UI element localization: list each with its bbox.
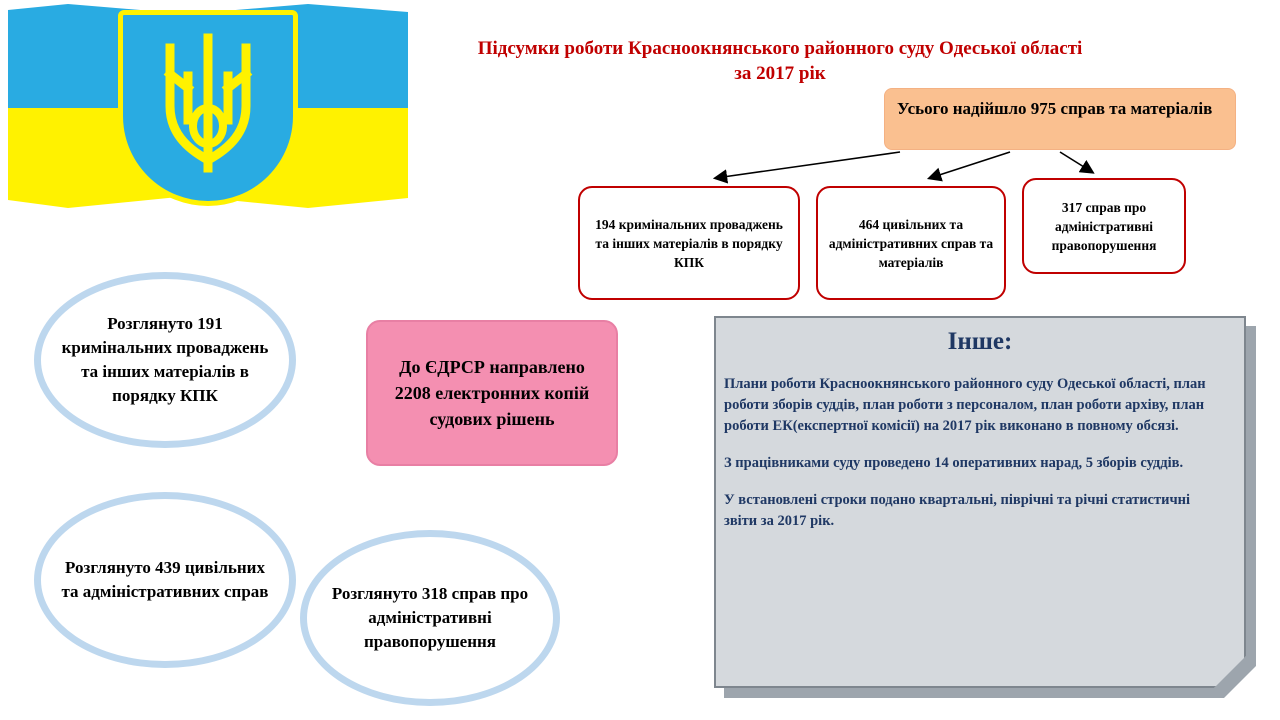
other-panel-body bbox=[724, 374, 1224, 548]
other-panel-paragraph-3: У встановлені строки подано квартальні, піврічні та річні статистичні звіти за 2017 рік. bbox=[724, 492, 1191, 529]
result-ellipse-administrative: Розглянуто 318 справ про адміністративні правопорушення bbox=[300, 530, 560, 706]
other-panel-paragraph-1: Плани роботи Красноокнянського районного суду Одеської області, план роботи зборів суддів, план роботи з персоналом, план роботи архіву, план роботи ЕК(експертної комісії) на 2017 рік виконано в повному обсязі. bbox=[724, 376, 1206, 434]
edrsr-box: До ЄДРСР направлено 2208 електронних копій судових рішень bbox=[366, 320, 618, 466]
page-title-line-1: Підсумки роботи Красноокнянського районного суду Одеської області bbox=[477, 38, 1083, 59]
category-box-administrative-offences: 317 справ про адміністративні правопорушення bbox=[1022, 178, 1186, 274]
other-panel-paragraph-2: З працівниками суду проведено 14 оперативних нарад, 5 зборів суддів. bbox=[724, 455, 1184, 471]
other-panel-heading: Інше: bbox=[947, 328, 1013, 355]
total-cases-box: Усього надійшло 975 справ та матеріалів bbox=[884, 88, 1236, 150]
result-ellipse-civil: Розглянуто 439 цивільних та адміністративних справ bbox=[34, 492, 296, 668]
page-title-line-2: за 2017 рік bbox=[734, 63, 826, 84]
arrow-to-box-1 bbox=[716, 152, 900, 178]
ukraine-flag-emblem bbox=[8, 4, 408, 214]
category-box-civil-administrative: 464 цивільних та адміністративних справ та матеріалів bbox=[816, 186, 1006, 300]
ukraine-coat-of-arms-icon bbox=[118, 10, 298, 206]
result-ellipse-criminal: Розглянуто 191 кримінальних проваджень та інших матеріалів в порядку КПК bbox=[34, 272, 296, 448]
page-title bbox=[380, 36, 1180, 86]
arrow-to-box-2 bbox=[930, 152, 1010, 178]
category-box-criminal: 194 кримінальних проваджень та інших матеріалів в порядку КПК bbox=[578, 186, 800, 300]
arrow-to-box-3 bbox=[1060, 152, 1092, 172]
